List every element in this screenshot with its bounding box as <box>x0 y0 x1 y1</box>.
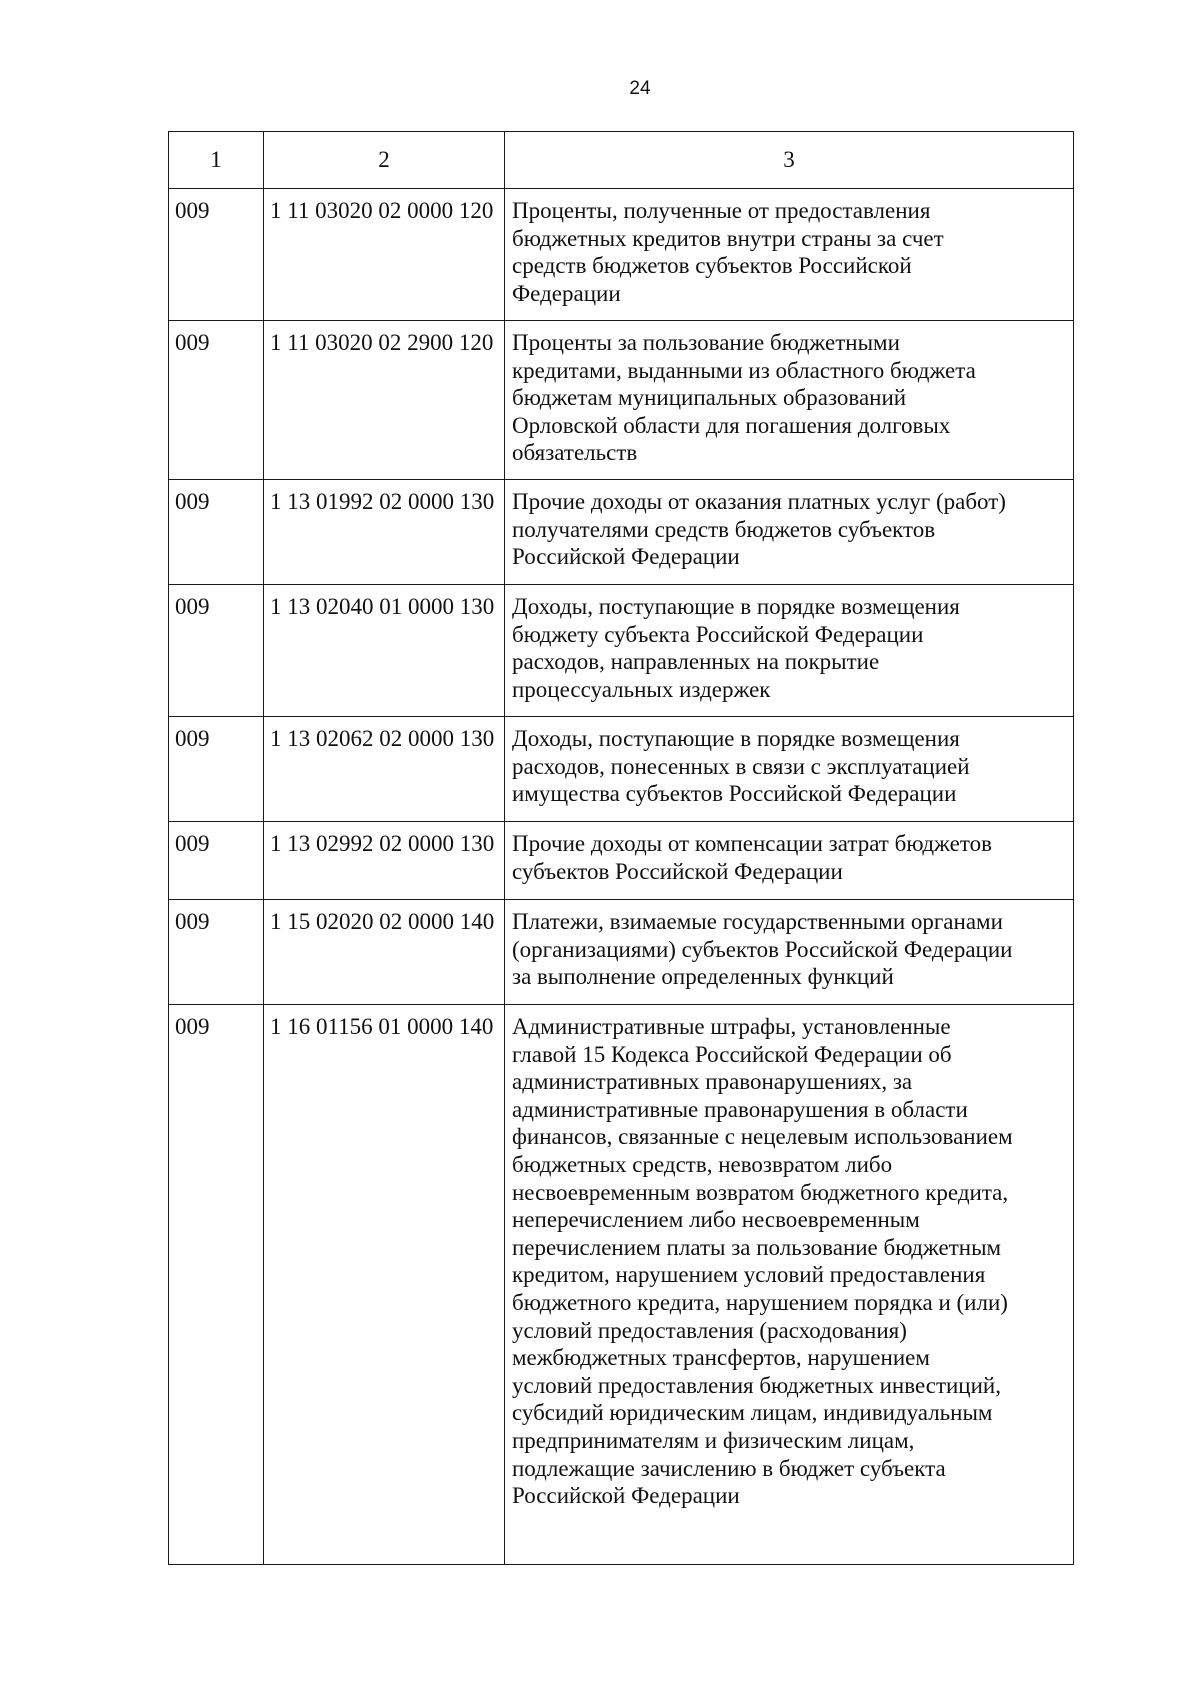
description-line: административных правонарушениях, за <box>512 1069 913 1095</box>
table-row <box>169 189 1074 321</box>
description-line: расходов, направленных на покрытие <box>512 649 880 675</box>
admin-code-cell: 009 <box>169 1005 264 1565</box>
table-row <box>169 1005 1074 1565</box>
revenue-code-cell: 1 13 01992 02 0000 130 <box>264 480 505 585</box>
header-col-2: 2 <box>264 132 505 189</box>
description-line: неперечислением либо несвоевременным <box>512 1207 920 1233</box>
description-line: субсидий юридическим лицам, индивидуальным <box>512 1400 993 1426</box>
revenue-code-cell: 1 15 02020 02 0000 140 <box>264 900 505 1005</box>
revenue-description-cell <box>505 717 1074 822</box>
description-line: (организациями) субъектов Российской Федерации <box>512 936 1013 962</box>
revenue-code-cell: 1 13 02040 01 0000 130 <box>264 585 505 717</box>
description-line: расходов, понесенных в связи с эксплуатацией <box>512 753 970 779</box>
description-line: бюджетного кредита, нарушением порядка и (или) <box>512 1289 1008 1315</box>
description-line: Федерации <box>512 280 621 306</box>
revenue-code-cell: 1 13 02992 02 0000 130 <box>264 822 505 900</box>
revenue-code-cell: 1 11 03020 02 2900 120 <box>264 321 505 480</box>
header-col-1: 1 <box>169 132 264 189</box>
revenue-description-cell <box>505 1005 1074 1565</box>
table-row <box>169 717 1074 822</box>
admin-code-cell: 009 <box>169 321 264 480</box>
description-line: Прочие доходы от оказания платных услуг (работ) <box>512 489 1006 514</box>
budget-revenue-table <box>168 131 1074 1565</box>
description-line: условий предоставления (расходования) <box>512 1317 907 1343</box>
description-line: Проценты, полученные от предоставления <box>512 198 931 223</box>
revenue-code-cell: 1 13 02062 02 0000 130 <box>264 717 505 822</box>
description-line: обязательств <box>512 440 638 466</box>
revenue-description-cell <box>505 189 1074 321</box>
description-line: бюджетам муниципальных образований <box>512 385 907 411</box>
page-number: 24 <box>629 78 651 99</box>
admin-code-cell: 009 <box>169 822 264 900</box>
table-row <box>169 822 1074 900</box>
description-line: межбюджетных трансфертов, нарушением <box>512 1345 930 1371</box>
table-header-row <box>169 132 1074 189</box>
description-line: кредитом, нарушением условий предоставления <box>512 1262 986 1288</box>
revenue-code-cell: 1 16 01156 01 0000 140 <box>264 1005 505 1565</box>
admin-code-cell: 009 <box>169 900 264 1005</box>
revenue-description-cell <box>505 480 1074 585</box>
admin-code-cell: 009 <box>169 717 264 822</box>
header-col-3: 3 <box>505 132 1074 189</box>
description-line: получателями средств бюджетов субъектов <box>512 516 936 542</box>
description-line: Доходы, поступающие в порядке возмещения <box>512 726 960 751</box>
description-line: условий предоставления бюджетных инвестиций, <box>512 1372 1001 1398</box>
description-line: предпринимателям и физическим лицам, <box>512 1427 915 1453</box>
admin-code-cell: 009 <box>169 480 264 585</box>
description-line: Проценты за пользование бюджетными <box>512 330 900 355</box>
description-line: Орловской области для погашения долговых <box>512 412 951 438</box>
table-row <box>169 321 1074 480</box>
description-line: Платежи, взимаемые государственными органами <box>512 909 1003 934</box>
description-line: имущества субъектов Российской Федерации <box>512 781 957 807</box>
description-line: средств бюджетов субъектов Российской <box>512 253 912 279</box>
revenue-description-cell <box>505 900 1074 1005</box>
revenue-description-cell <box>505 822 1074 900</box>
description-line: субъектов Российской Федерации <box>512 858 843 884</box>
description-line: Прочие доходы от компенсации затрат бюджетов <box>512 831 992 856</box>
description-line: бюджету субъекта Российской Федерации <box>512 621 924 647</box>
table-row <box>169 585 1074 717</box>
admin-code-cell: 009 <box>169 585 264 717</box>
description-line: несвоевременным возвратом бюджетного кредита, <box>512 1179 1009 1205</box>
description-line: Российской Федерации <box>512 544 740 570</box>
revenue-description-cell <box>505 321 1074 480</box>
description-line: Административные штрафы, установленные <box>512 1014 951 1039</box>
description-line: кредитами, выданными из областного бюджета <box>512 357 976 383</box>
description-line: за выполнение определенных функций <box>512 964 894 990</box>
admin-code-cell: 009 <box>169 189 264 321</box>
description-line: административные правонарушения в области <box>512 1096 968 1122</box>
description-line: подлежащие зачислению в бюджет субъекта <box>512 1455 946 1481</box>
description-line: перечислением платы за пользование бюджетным <box>512 1234 1002 1260</box>
revenue-code-cell: 1 11 03020 02 0000 120 <box>264 189 505 321</box>
description-line: финансов, связанные с нецелевым использованием <box>512 1124 1013 1150</box>
revenue-description-cell <box>505 585 1074 717</box>
description-line: бюджетных кредитов внутри страны за счет <box>512 225 944 251</box>
table-body <box>169 189 1074 1565</box>
description-line: главой 15 Кодекса Российской Федерации об <box>512 1041 952 1067</box>
description-line: процессуальных издержек <box>512 676 771 702</box>
description-line: Российской Федерации <box>512 1483 740 1509</box>
description-line: Доходы, поступающие в порядке возмещения <box>512 594 960 619</box>
table-row <box>169 480 1074 585</box>
table-row <box>169 900 1074 1005</box>
description-line: бюджетных средств, невозвратом либо <box>512 1151 893 1177</box>
